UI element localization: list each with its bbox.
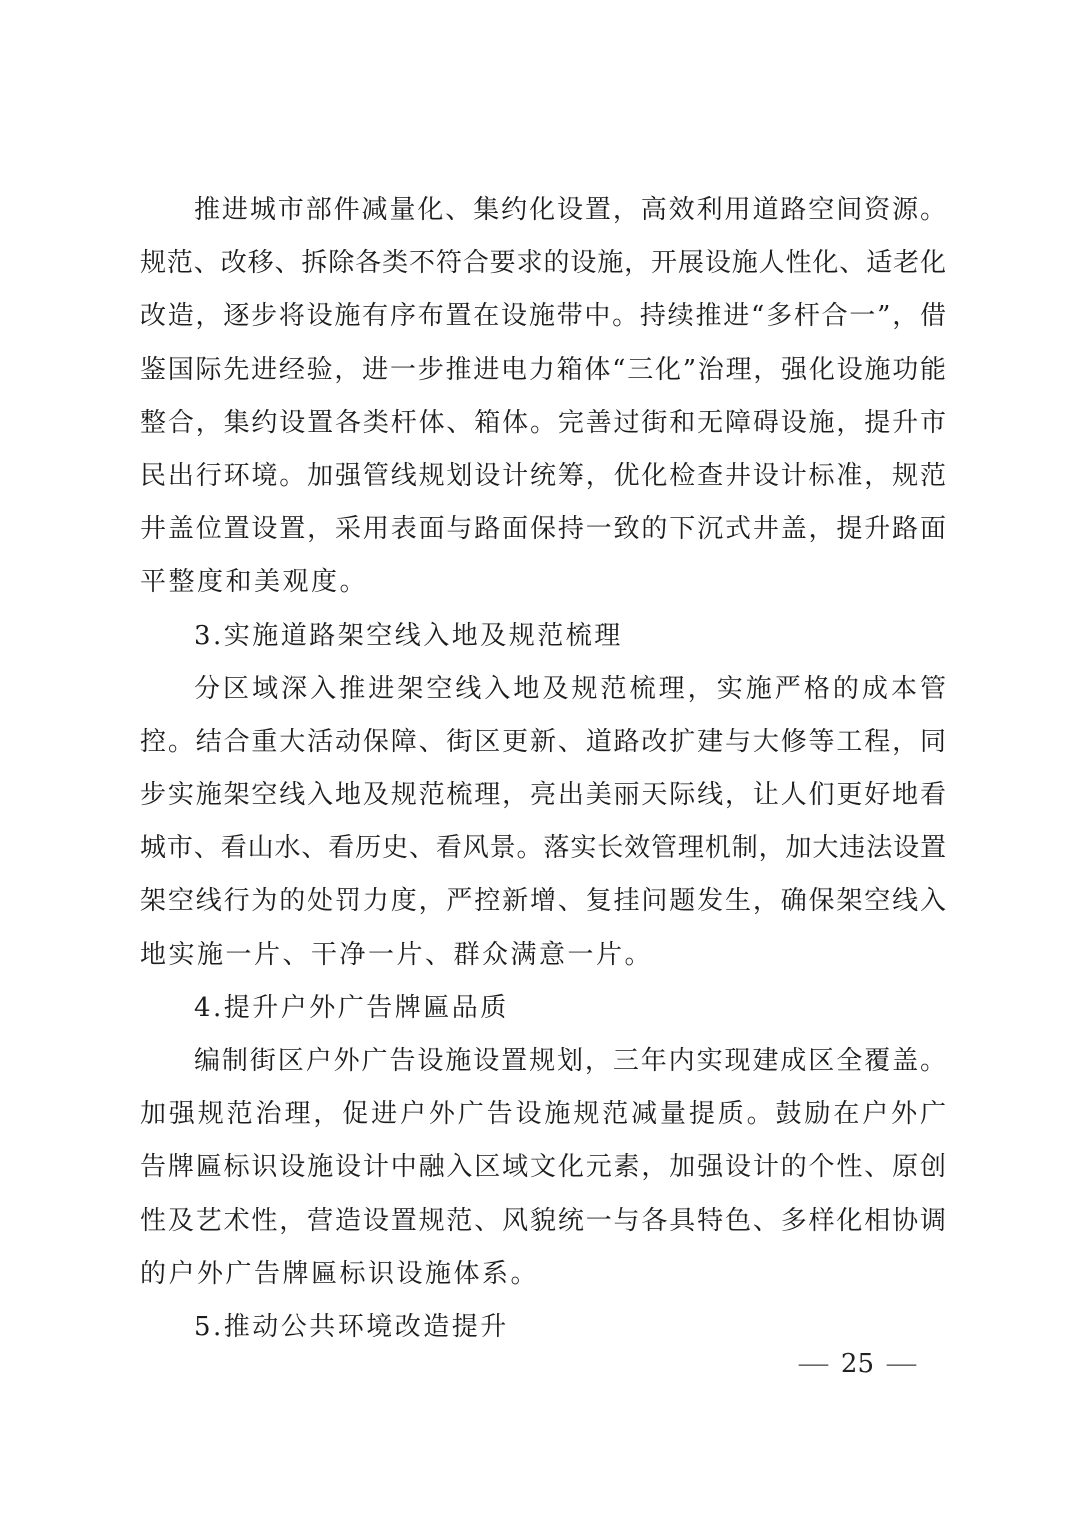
paragraph-line: 规范、改移、拆除各类不符合要求的设施，开展设施人性化、适老化 — [140, 248, 946, 279]
paragraph-line: 地实施一片、干净一片、群众满意一片。 — [140, 939, 654, 970]
paragraph-line: 控。结合重大活动保障、街区更新、道路改扩建与大修等工程，同 — [140, 726, 946, 757]
footer-dash-right: — — [885, 1349, 918, 1378]
paragraph-line: 告牌匾标识设施设计中融入区域文化元素，加强设计的个性、原创 — [140, 1152, 946, 1183]
paragraph-line: 性及艺术性，营造设置规范、风貌统一与各具特色、多样化相协调 — [140, 1205, 946, 1236]
paragraph-line: 鉴国际先进经验，进一步推进电力箱体“三化”治理，强化设施功能 — [140, 354, 946, 385]
footer-dash-left: — — [797, 1349, 830, 1378]
paragraph-line: 改造，逐步将设施有序布置在设施带中。持续推进“多杆合一”，借 — [140, 301, 946, 332]
section-heading-3: 3.实施道路架空线入地及规范梳理 — [194, 620, 623, 651]
paragraph-line: 平整度和美观度。 — [140, 567, 369, 598]
paragraph-line: 井盖位置设置，采用表面与路面保持一致的下沉式井盖，提升路面 — [140, 514, 946, 545]
paragraph-line: 城市、看山水、看历史、看风景。落实长效管理机制，加大违法设置 — [140, 833, 946, 864]
section-heading-4: 4.提升户外广告牌匾品质 — [194, 992, 509, 1023]
paragraph-line: 架空线行为的处罚力度，严控新增、复挂问题发生，确保架空线入 — [140, 886, 946, 917]
paragraph-line: 民出行环境。加强管线规划设计统筹，优化检查井设计标准，规范 — [140, 460, 946, 491]
paragraph-line: 整合，集约设置各类杆体、箱体。完善过街和无障碍设施，提升市 — [140, 407, 946, 438]
paragraph-line: 推进城市部件减量化、集约化设置，高效利用道路空间资源。 — [194, 195, 946, 225]
paragraph-line: 加强规范治理，促进户外广告设施规范减量提质。鼓励在户外广 — [140, 1099, 946, 1130]
section-heading-5: 5.推动公共环境改造提升 — [194, 1311, 509, 1342]
page-number: 25 — [840, 1349, 874, 1379]
paragraph-line: 步实施架空线入地及规范梳理，亮出美丽天际线，让人们更好地看 — [140, 780, 946, 811]
paragraph-line: 分区域深入推进架空线入地及规范梳理，实施严格的成本管 — [194, 673, 946, 704]
document-body — [140, 184, 946, 1354]
page-footer — [797, 1348, 918, 1380]
paragraph-line: 的户外广告牌匾标识设施体系。 — [140, 1258, 540, 1289]
paragraph-line: 编制街区户外广告设施设置规划，三年内实现建成区全覆盖。 — [194, 1046, 946, 1076]
